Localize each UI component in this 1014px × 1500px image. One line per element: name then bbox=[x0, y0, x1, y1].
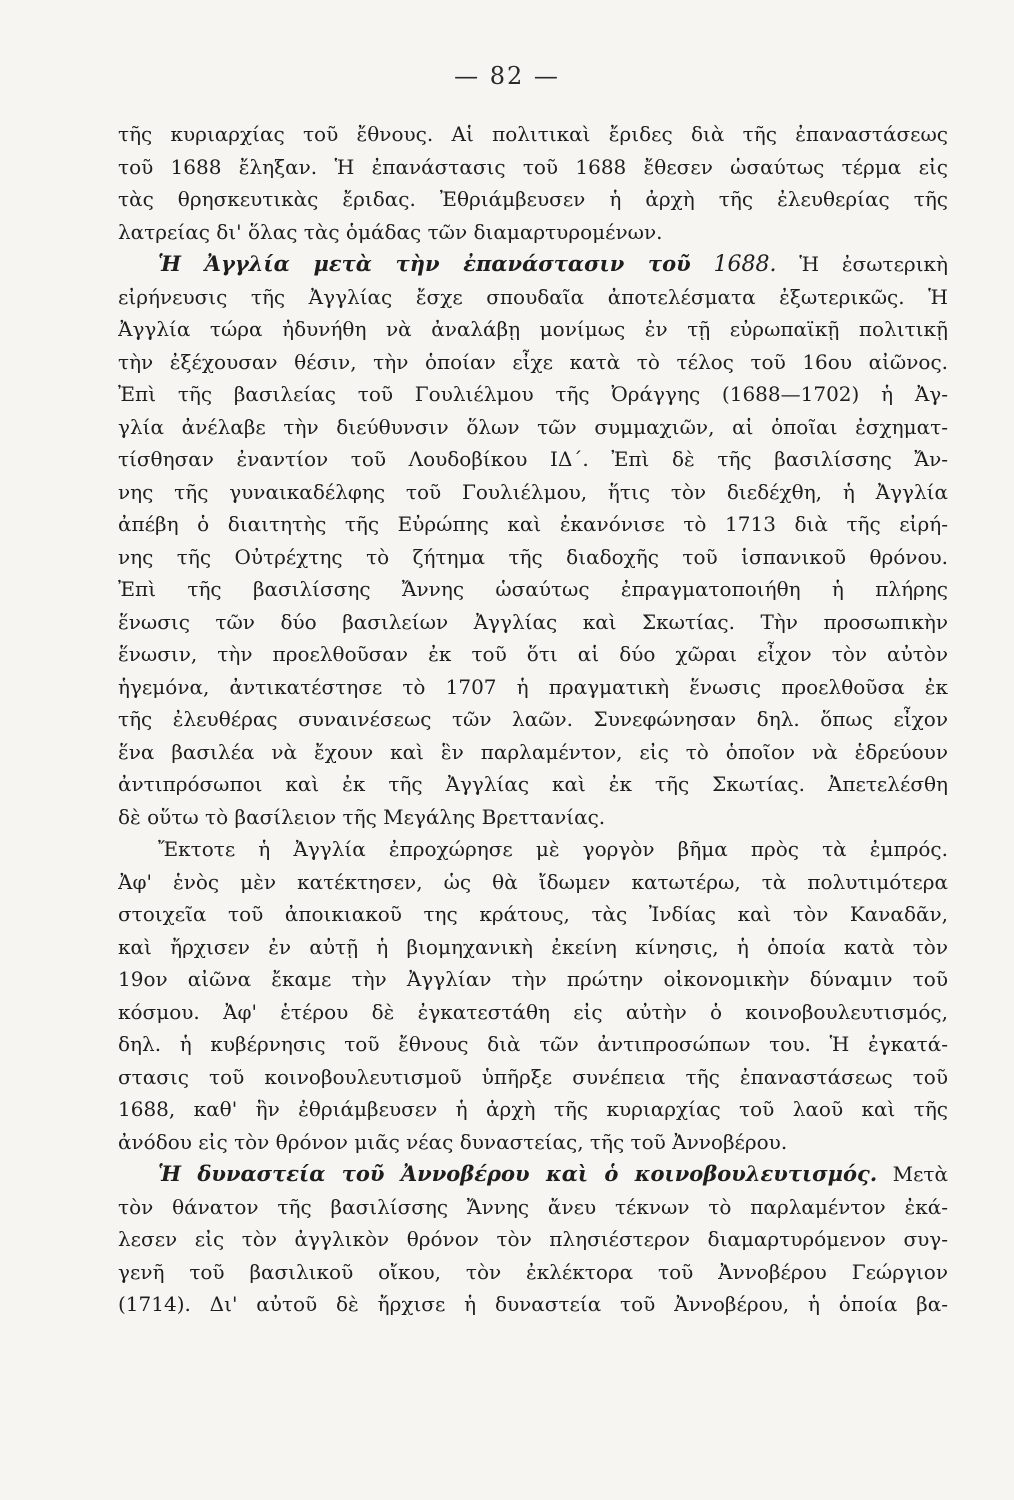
text-line: στασις τοῦ κοινοβουλευτισμοῦ ὑπῆρξε συνέπεια τῆς ἐπαναστάσεως τοῦ bbox=[118, 1064, 948, 1089]
text-line: ἡγεμόνα, ἀντικατέστησε τὸ 1707 ἡ πραγματικὴ ἕνωσις προελθοῦσα ἐκ bbox=[118, 674, 948, 699]
heading-continuation: Μετὰ bbox=[892, 1162, 948, 1186]
text-line: νης τῆς Οὐτρέχτης τὸ ζήτημα τῆς διαδοχῆς τοῦ ἱσπανικοῦ θρόνου. bbox=[118, 544, 948, 569]
text-line: Ἐπὶ τῆς βασιλείας τοῦ Γουλιέλμου τῆς Ὀράγγης (1688—1702) ἡ Ἀγ- bbox=[118, 382, 948, 406]
section-heading-hanover-dynasty: Ἡ δυναστεία τοῦ Ἀννοβέρου καὶ ὁ κοινοβουλευτισμός. bbox=[158, 1161, 878, 1186]
text-line: κόσμου. Ἀφ' ἑτέρου δὲ ἐγκατεστάθη εἰς αὐτὴν ὁ κοινοβουλευτισμός, bbox=[118, 999, 948, 1024]
text-line: τῆς κυριαρχίας τοῦ ἔθνους. Αἱ πολιτικαὶ ἔριδες διὰ τῆς ἐπαναστάσεως bbox=[118, 122, 948, 146]
section-heading-line bbox=[118, 248, 948, 281]
text-line: Ἀγγλία τώρα ἠδυνήθη νὰ ἀναλάβῃ μονίμως ἐν τῇ εὐρωπαϊκῇ πολιτικῇ bbox=[118, 317, 948, 341]
text-line: γλία ἀνέλαβε τὴν διεύθυνσιν ὅλων τῶν συμμαχιῶν, αἱ ὁποῖαι ἐσχηματ- bbox=[118, 414, 948, 439]
text-line: (1714). Δι' αὐτοῦ δὲ ἤρχισε ἡ δυναστεία τοῦ Ἀννοβέρου, ἡ ὁποία βα- bbox=[118, 1292, 948, 1316]
text-line: τίσθησαν ἐναντίον τοῦ Λουδοβίκου ΙΔ΄. Ἐπὶ δὲ τῆς βασιλίσσης Ἄν- bbox=[118, 447, 948, 471]
text-line: εἰρήνευσις τῆς Ἀγγλίας ἔσχε σπουδαῖα ἀποτελέσματα ἐξωτερικῶς. Ἡ bbox=[118, 284, 948, 309]
text-line: τοῦ 1688 ἔληξαν. Ἡ ἐπανάστασις τοῦ 1688 ἔθεσεν ὡσαύτως τέρμα εἰς bbox=[118, 154, 948, 179]
text-line: ἀπέβη ὁ διαιτητὴς τῆς Εὐρώπης καὶ ἐκανόνισε τὸ 1713 διὰ τῆς εἰρή- bbox=[118, 512, 948, 536]
text-line: ἀντιπρόσωποι καὶ ἐκ τῆς Ἀγγλίας καὶ ἐκ τῆς Σκωτίας. Ἀπετελέσθη bbox=[118, 772, 948, 796]
text-line: τὴν ἐξέχουσαν θέσιν, τὴν ὁποίαν εἶχε κατὰ τὸ τέλος τοῦ 16ου αἰῶνος. bbox=[118, 349, 948, 374]
text-line: τὸν θάνατον τῆς βασιλίσσης Ἄννης ἄνευ τέκνων τὸ παρλαμέντον ἐκά- bbox=[118, 1194, 948, 1219]
text-line: Ἐπὶ τῆς βασιλίσσης Ἄννης ὡσαύτως ἐπραγματοποιήθη ἡ πλήρης bbox=[118, 577, 948, 601]
section-heading-england-after-revolution: Ἡ Ἀγγλία μετὰ τὴν ἐπανάστασιν τοῦ bbox=[158, 251, 691, 276]
heading-year: 1688. bbox=[713, 252, 777, 277]
text-line: καὶ ἤρχισεν ἐν αὐτῇ ἡ βιομηχανικὴ ἐκείνη κίνησις, ἡ ὁποία κατὰ τὸν bbox=[118, 934, 948, 959]
text-line: γενῆ τοῦ βασιλικοῦ οἴκου, τὸν ἐκλέκτορα τοῦ Ἀννοβέρου Γεώργιον bbox=[118, 1259, 948, 1284]
text-line: 1688, καθ' ἣν ἐθριάμβευσεν ἡ ἀρχὴ τῆς κυριαρχίας τοῦ λαοῦ καὶ τῆς bbox=[118, 1097, 948, 1121]
text-line: τὰς θρησκευτικὰς ἔριδας. Ἐθριάμβευσεν ἡ ἀρχὴ τῆς ἐλευθερίας τῆς bbox=[118, 187, 948, 211]
page-number: — 82 — bbox=[454, 62, 560, 90]
text-line: ἕνωσις τῶν δύο βασιλείων Ἀγγλίας καὶ Σκωτίας. Τὴν προσωπικὴν bbox=[118, 609, 948, 634]
text-line: νης τῆς γυναικαδέλφης τοῦ Γουλιέλμου, ἥτις τὸν διεδέχθη, ἡ Ἀγγλία bbox=[118, 479, 948, 504]
body-text bbox=[118, 118, 948, 1321]
text-line: δηλ. ἡ κυβέρνησις τοῦ ἔθνους διὰ τῶν ἀντιπροσώπων του. Ἡ ἐγκατά- bbox=[118, 1032, 948, 1056]
text-line: 19ον αἰῶνα ἔκαμε τὴν Ἀγγλίαν τὴν πρώτην οἰκονομικὴν δύναμιν τοῦ bbox=[118, 967, 948, 991]
text-line: ἕνα βασιλέα νὰ ἔχουν καὶ ἓν παρλαμέντον, εἰς τὸ ὁποῖον νὰ ἑδρεύουν bbox=[118, 739, 948, 764]
text-line: τῆς ἐλευθέρας συναινέσεως τῶν λαῶν. Συνεφώνησαν δηλ. ὅπως εἶχον bbox=[118, 707, 948, 731]
section-heading-line bbox=[118, 1158, 948, 1191]
text-line: στοιχεῖα τοῦ ἀποικιακοῦ της κράτους, τὰς Ἰνδίας καὶ τὸν Καναδᾶν, bbox=[118, 902, 948, 926]
text-line: δὲ οὕτω τὸ βασίλειον τῆς Μεγάλης Βρεττανίας. bbox=[118, 804, 606, 829]
text-line: Ἀφ' ἑνὸς μὲν κατέκτησεν, ὡς θὰ ἴδωμεν κατωτέρω, τὰ πολυτιμότερα bbox=[118, 869, 948, 894]
text-line: λατρείας δι' ὅλας τὰς ὁμάδας τῶν διαμαρτυρομένων. bbox=[118, 219, 663, 244]
heading-continuation: Ἡ ἐσωτερικὴ bbox=[799, 252, 948, 276]
text-line: ἀνόδου εἰς τὸν θρόνον μιᾶς νέας δυναστείας, τῆς τοῦ Ἀννοβέρου. bbox=[118, 1129, 788, 1154]
text-line: λεσεν εἰς τὸν ἀγγλικὸν θρόνον τὸν πλησιέστερον διαμαρτυρόμενον συγ- bbox=[118, 1227, 948, 1251]
text-line: Ἔκτοτε ἡ Ἀγγλία ἐπροχώρησε μὲ γοργὸν βῆμα πρὸς τὰ ἐμπρός. bbox=[158, 837, 948, 861]
text-line: ἕνωσιν, τὴν προελθοῦσαν ἐκ τοῦ ὅτι αἱ δύο χῶραι εἶχον τὸν αὐτὸν bbox=[118, 642, 948, 666]
